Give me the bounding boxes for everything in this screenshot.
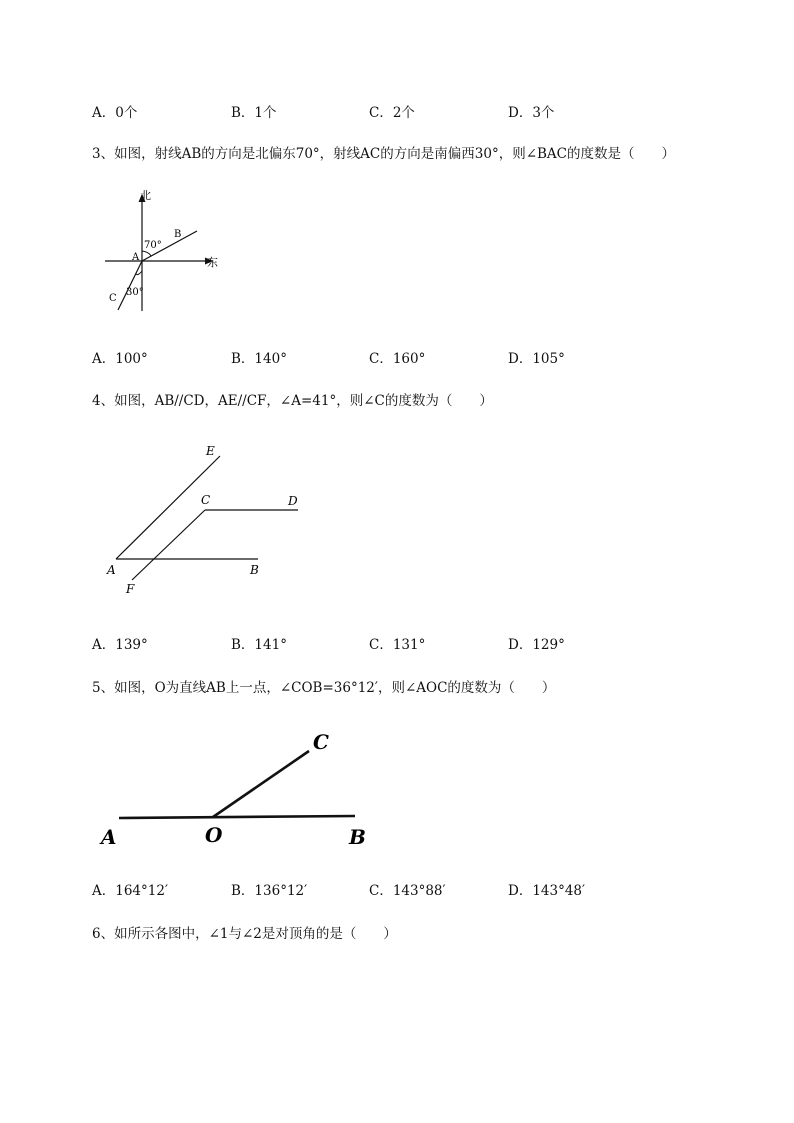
q3-label-b: B <box>174 229 182 240</box>
q5-label-a: A <box>101 825 117 849</box>
q3-label-a: A <box>132 252 140 263</box>
q4-label-f: F <box>126 582 135 596</box>
q3-option-d: D．105° <box>508 351 565 367</box>
q5-option-a: A．164°12′ <box>92 883 169 899</box>
q5-option-b: B．136°12′ <box>231 883 308 899</box>
q4-line-cf <box>132 510 205 580</box>
q6-question-text: 6、如所示各图中，∠1与∠2是对顶角的是（ ） <box>92 926 397 942</box>
q4-line-ae <box>116 456 220 559</box>
q5-option-c: C．143°88′ <box>369 883 446 899</box>
q5-ray-oc <box>213 751 309 817</box>
q3-question-text: 3、如图，射线AB的方向是北偏东70°，射线AC的方向是南偏西30°，则∠BAC的度数是（ ） <box>92 146 676 162</box>
q2-option-b: B．1个 <box>231 105 277 121</box>
q4-option-c: C．131° <box>369 637 426 653</box>
q5-angle-figure <box>95 725 385 855</box>
q3-label-c: C <box>109 293 117 304</box>
q3-label-70: 70° <box>144 240 162 251</box>
q5-label-o: O <box>205 823 223 847</box>
q3-option-b: B．140° <box>231 351 287 367</box>
q2-option-a: A．0个 <box>92 105 138 121</box>
q5-question-text: 5、如图，O为直线AB上一点，∠COB=36°12′，则∠AOC的度数为（ ） <box>92 680 556 696</box>
q4-parallel-figure <box>100 440 320 600</box>
q3-ray-ac <box>118 261 142 310</box>
q5-option-d: D．143°48′ <box>508 883 586 899</box>
q3-label-east: 东 <box>207 256 218 269</box>
q4-label-d: D <box>288 494 298 508</box>
q3-option-a: A．100° <box>92 351 148 367</box>
q4-label-a: A <box>107 563 116 577</box>
q4-label-e: E <box>206 444 215 458</box>
q5-label-b: B <box>349 825 366 849</box>
q4-option-b: B．141° <box>231 637 287 653</box>
q3-compass-figure <box>100 185 230 315</box>
q4-label-c: C <box>201 493 211 507</box>
q4-option-a: A．139° <box>92 637 148 653</box>
q4-label-b: B <box>250 563 259 577</box>
q3-option-c: C．160° <box>369 351 426 367</box>
q2-option-c: C．2个 <box>369 105 415 121</box>
q4-question-text: 4、如图，AB//CD，AE//CF，∠A=41°，则∠C的度数为（ ） <box>92 393 493 409</box>
q3-angle-arc-70 <box>142 251 151 256</box>
q2-option-d: D．3个 <box>508 105 555 121</box>
q5-label-c: C <box>313 730 329 754</box>
q3-label-north: 北 <box>140 189 151 202</box>
q5-line-ab <box>119 816 355 818</box>
q3-label-30: 30° <box>126 287 144 298</box>
q4-option-d: D．129° <box>508 637 565 653</box>
